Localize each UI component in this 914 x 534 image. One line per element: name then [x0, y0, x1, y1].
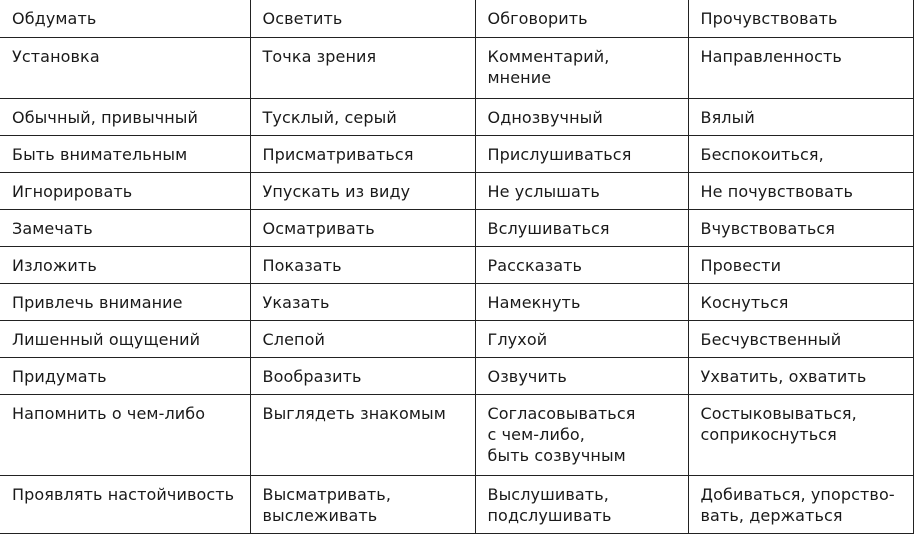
table-cell [0, 321, 250, 358]
cell-text: Вялый [700, 108, 755, 127]
cell-text: Игнорировать [12, 182, 133, 201]
cell-text: Комментарий, мнение [487, 47, 610, 87]
table-cell [688, 210, 913, 247]
cell-text: Установка [12, 47, 100, 66]
table-cell [688, 321, 913, 358]
cell-text: Вчувствоваться [700, 219, 835, 238]
cell-text: Тусклый, серый [262, 108, 397, 127]
cell-text: Ухватить, охватить [700, 367, 867, 386]
cell-text: Обговорить [487, 9, 588, 28]
cell-text: Глухой [487, 330, 548, 349]
cell-text: Выслушивать, подслушивать [487, 485, 612, 525]
cell-text: Показать [262, 256, 342, 275]
cell-text: Высматривать, выслеживать [262, 485, 392, 525]
table-cell [688, 99, 913, 136]
table-row [0, 99, 913, 136]
cell-text: Лишенный ощущений [12, 330, 201, 349]
table-cell [688, 358, 913, 395]
table-row [0, 476, 913, 534]
cell-text: Однозвучный [487, 108, 603, 127]
cell-text: Согласовываться с чем-либо, быть созвучным [487, 404, 636, 465]
cell-text: Изложить [12, 256, 97, 275]
table-cell [475, 210, 688, 247]
table-row [0, 358, 913, 395]
cell-text: Присматриваться [262, 145, 414, 164]
cell-text: Не услышать [487, 182, 600, 201]
cell-text: Проявлять настойчивость [12, 485, 235, 504]
table-cell [250, 321, 475, 358]
cell-text: Точка зрения [262, 47, 377, 66]
table-cell [475, 321, 688, 358]
table-row [0, 395, 913, 476]
table-row [0, 38, 913, 99]
table-cell [688, 247, 913, 284]
cell-text: Рассказать [487, 256, 583, 275]
table-cell [0, 136, 250, 173]
table-cell [475, 0, 688, 38]
table-cell [0, 210, 250, 247]
cell-text: Намекнуть [487, 293, 581, 312]
table-cell [250, 247, 475, 284]
table-cell [250, 173, 475, 210]
table-row [0, 173, 913, 210]
cell-text: Замечать [12, 219, 93, 238]
cell-text: Добиваться, упорство- вать, держаться [700, 485, 895, 525]
table-cell [250, 99, 475, 136]
table-cell [0, 358, 250, 395]
table-cell [250, 358, 475, 395]
table-cell [0, 395, 250, 476]
table-cell [250, 284, 475, 321]
table-cell [0, 0, 250, 38]
table-row [0, 284, 913, 321]
table-cell [475, 476, 688, 534]
table-cell [475, 284, 688, 321]
cell-text: Направленность [700, 47, 842, 66]
cell-text: Слепой [262, 330, 325, 349]
table-cell [688, 476, 913, 534]
table-cell [0, 476, 250, 534]
table-cell [0, 247, 250, 284]
table-cell [0, 284, 250, 321]
cell-text: Обдумать [12, 9, 97, 28]
cell-text: Вслушиваться [487, 219, 610, 238]
table-cell [475, 173, 688, 210]
table-cell [475, 38, 688, 99]
table-cell [250, 136, 475, 173]
cell-text: Обычный, привычный [12, 108, 199, 127]
table-cell [688, 38, 913, 99]
cell-text: Озвучить [487, 367, 567, 386]
cell-text: Напомнить о чем-либо [12, 404, 206, 423]
table-cell [475, 358, 688, 395]
table-cell [475, 247, 688, 284]
cell-text: Быть внимательным [12, 145, 188, 164]
cell-text: Вообразить [262, 367, 362, 386]
table-row [0, 136, 913, 173]
table-cell [0, 99, 250, 136]
table-cell [250, 0, 475, 38]
table-cell [0, 38, 250, 99]
table-cell [688, 136, 913, 173]
cell-text: Выглядеть знакомым [262, 404, 446, 423]
cell-text: Бесчувственный [700, 330, 842, 349]
table-cell [688, 284, 913, 321]
table-cell [688, 0, 913, 38]
cell-text: Состыковываться, соприкоснуться [700, 404, 857, 444]
table-cell [688, 395, 913, 476]
table-cell [250, 476, 475, 534]
cell-text: Упускать из виду [262, 182, 411, 201]
table-row [0, 321, 913, 358]
table-cell [250, 38, 475, 99]
cell-text: Прочувствовать [700, 9, 838, 28]
table-cell [475, 99, 688, 136]
table-cell [0, 173, 250, 210]
table-row [0, 210, 913, 247]
cell-text: Осветить [262, 9, 343, 28]
table-row [0, 247, 913, 284]
cell-text: Придумать [12, 367, 107, 386]
cell-text: Беспокоиться, [700, 145, 824, 164]
cell-text: Указать [262, 293, 330, 312]
cell-text: Не почувствовать [700, 182, 853, 201]
table-cell [475, 395, 688, 476]
cell-text: Осматривать [262, 219, 375, 238]
table-cell [250, 210, 475, 247]
table-cell [688, 173, 913, 210]
cell-text: Прислушиваться [487, 145, 632, 164]
cell-text: Привлечь внимание [12, 293, 183, 312]
cell-text: Провести [700, 256, 782, 275]
table-row [0, 0, 913, 38]
table-cell [475, 136, 688, 173]
cell-text: Коснуться [700, 293, 789, 312]
table-cell [250, 395, 475, 476]
